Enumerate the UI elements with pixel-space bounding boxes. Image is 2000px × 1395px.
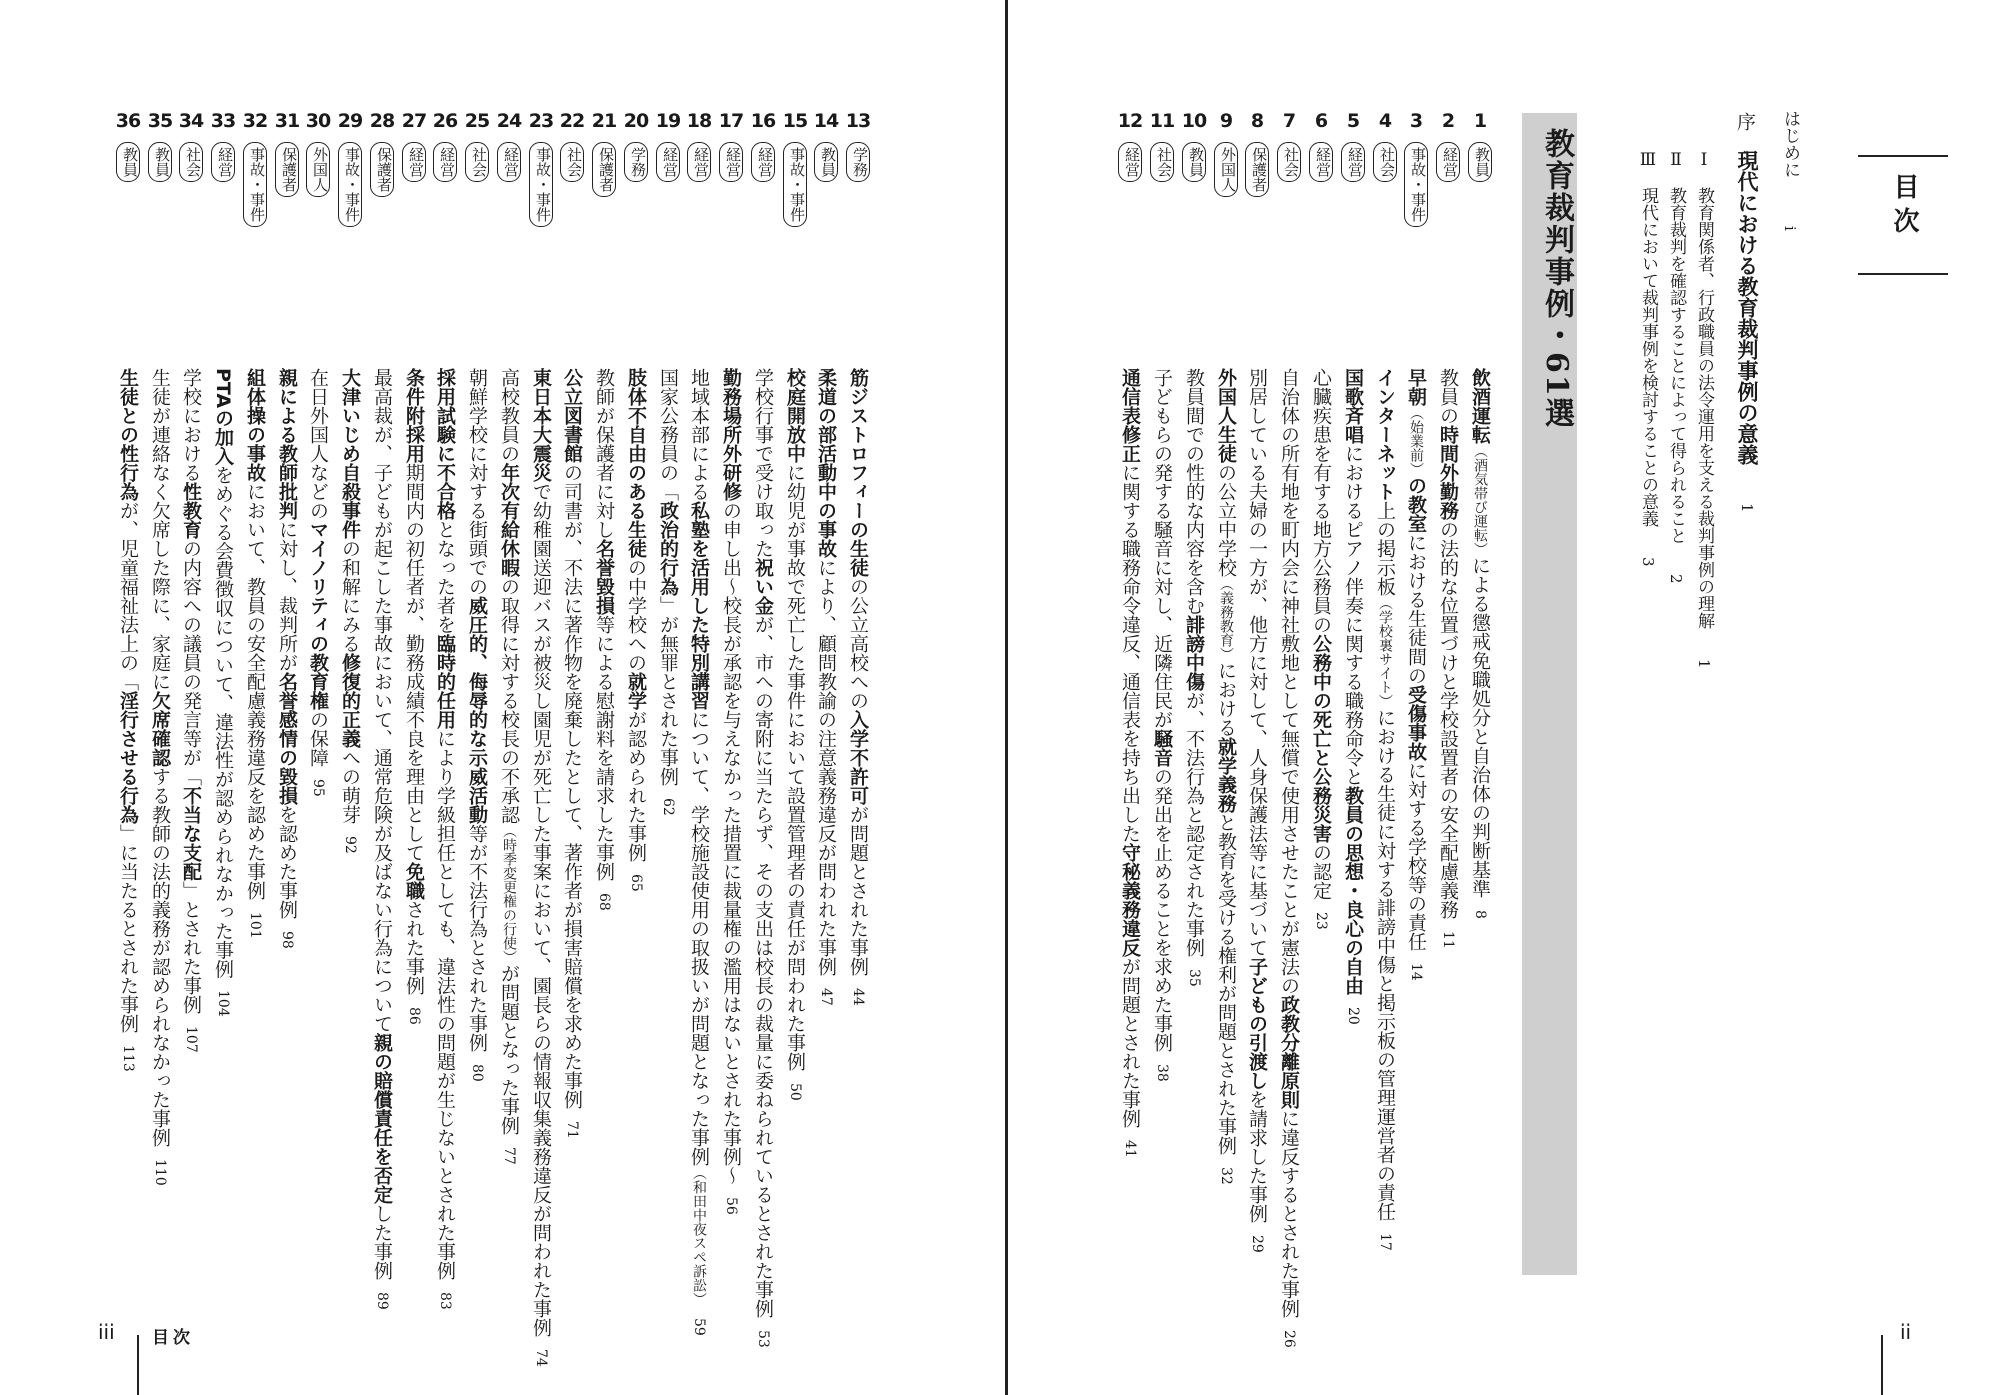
entry-text: （義務教育）	[1218, 577, 1234, 661]
entry-keyword: 採用試験に不合格	[434, 368, 456, 520]
intro-label: はじめに	[1780, 110, 1800, 178]
entry-keyword: 教員の思想・良心の自由	[1342, 786, 1364, 995]
entry-page-number: 86	[406, 1007, 422, 1025]
sub-num: Ⅱ	[1666, 150, 1686, 170]
category-tag: 経営	[751, 142, 775, 182]
section-title: 教育裁判事例・61選	[1539, 128, 1574, 430]
entry-page-number: 44	[850, 988, 866, 1006]
entry-keyword: 祝い金	[752, 558, 774, 615]
entry-title	[845, 368, 871, 1006]
entry-number: 15	[782, 110, 808, 132]
entry-title	[1276, 368, 1302, 1348]
entry-keyword: 性教育	[180, 482, 202, 539]
entry-keyword: 年次有給休暇	[498, 463, 520, 577]
entry-number: 1	[1473, 110, 1487, 132]
toc-title: 目次	[1889, 173, 1919, 241]
entry-keyword: 生徒との性行為	[117, 368, 139, 501]
sub-page: 1	[1695, 659, 1713, 669]
entry-number: 23	[528, 110, 554, 132]
entry-page-number: 95	[310, 779, 326, 797]
entry-keyword: 入学不許可	[847, 710, 869, 805]
entry-text: が認められた事例	[625, 710, 647, 862]
entry-keyword: 親の賠償責任を否定	[371, 1033, 393, 1204]
entry-text: （時季変更権の行使）	[501, 824, 517, 964]
entry-text: の取得に対する校長の不承認	[498, 577, 520, 824]
jo-title-text: 現代における教育裁判事例の意義	[1735, 150, 1760, 465]
entry-text: の和解にみる	[339, 539, 361, 653]
entry-number: 21	[591, 110, 617, 132]
entry-keyword: 時間外勤務	[1437, 425, 1459, 520]
entry-keyword: 通信表修正	[1119, 368, 1141, 463]
entry-title	[655, 368, 681, 816]
entry-title	[782, 368, 808, 1101]
entry-keyword: 校庭開放中	[784, 368, 806, 463]
entry-page-number: 62	[660, 798, 676, 816]
category-tag: 社会	[1277, 142, 1301, 182]
category-tag: 事故・事件	[243, 142, 267, 227]
entry-text: （和田中夜スペ訴訟）	[691, 1166, 707, 1306]
entry-text: 教員間での性的な内容を含む	[1183, 368, 1205, 615]
entry-text: の内容への議員の発言等が「	[180, 539, 202, 786]
entry-keyword: 免職	[403, 862, 425, 900]
entry-page-number: 92	[342, 836, 358, 854]
entry-title	[528, 368, 554, 1367]
entry-number: 27	[401, 110, 427, 132]
category-tag: 教員	[814, 142, 838, 182]
entry-keyword: マイノリティの教育権	[307, 520, 329, 710]
entry-number: 28	[369, 110, 395, 132]
entry-keyword: 不当な支配	[180, 786, 202, 881]
entry-title	[623, 368, 649, 892]
entry-text: に違反するとされた事例	[1278, 1109, 1300, 1318]
entry-number: 10	[1181, 110, 1207, 132]
entry-page-number: 113	[120, 1045, 136, 1072]
category-tag: 経営	[402, 142, 426, 182]
heading-rule-bottom	[1858, 273, 1948, 275]
entry-text: の法的な位置づけと学校設置者の安全配慮義務	[1437, 520, 1459, 919]
category-tag: 経営	[497, 142, 521, 182]
entry-text: 子どもらの発する騒音に対し、近隣住民が	[1151, 368, 1173, 729]
entry-text: におけるピアノ伴奏に関する職務命令と	[1342, 444, 1364, 786]
entry-title	[305, 368, 331, 797]
entry-page-number: 50	[787, 1083, 803, 1101]
entry-number: 2	[1441, 110, 1455, 132]
entry-page-number: 89	[374, 1292, 390, 1310]
entry-text: をめぐる会費徴収について、違法性が認められなかった事例	[212, 465, 234, 979]
entry-keyword: 親による教師批判	[276, 368, 298, 520]
entry-title	[750, 368, 776, 1348]
entry-text: 自治体の所有地を町内会に神社敷地として無償で使用させたことが憲法の	[1278, 368, 1300, 995]
jo-title[interactable]	[1732, 150, 1762, 513]
entry-number: 24	[496, 110, 522, 132]
entry-keyword: 臨時的任用	[434, 634, 456, 729]
entry-number: 14	[813, 110, 839, 132]
entry-text: の公立高校への	[847, 577, 869, 710]
sub-page: 2	[1667, 574, 1685, 584]
entry-text: により学級担任としても、違法性の問題が生じないとされた事例	[434, 729, 456, 1280]
entry-title	[1308, 368, 1334, 930]
category-tag: 事故・事件	[1404, 142, 1428, 227]
entry-page-number: 23	[1313, 912, 1329, 930]
entry-keyword: 勤務場所外研修	[720, 368, 742, 501]
category-tag: 事故・事件	[783, 142, 807, 227]
entry-text: 教師が保護者に対し	[593, 368, 615, 539]
jo-page: 1	[1738, 503, 1756, 513]
entry-text: （学校裏サイト）	[1377, 596, 1393, 708]
entry-keyword: 威圧的、侮辱的な示威活動	[466, 596, 488, 824]
entry-keyword: 公務中の死亡と公務災害	[1310, 634, 1332, 843]
toc-heading	[1858, 155, 1948, 275]
entry-title	[147, 368, 173, 1186]
entry-number: 13	[845, 110, 871, 132]
entry-page-number: 53	[755, 1330, 771, 1348]
entry-keyword: 子どもの引渡し	[1246, 957, 1268, 1090]
footer-running-title: 目次	[152, 1328, 194, 1348]
entry-title	[813, 368, 839, 1006]
entry-text: となった者を	[434, 520, 456, 634]
category-tag: 保護者	[370, 142, 394, 197]
entry-text: 」とされた事例	[180, 881, 202, 1014]
entry-keyword: 組体操の事故	[244, 368, 266, 482]
entry-text: 高校教員の	[498, 368, 520, 463]
entry-text: において、教員の安全配慮義務違反を認めた事例	[244, 482, 266, 900]
entry-text: が、市への寄附に当たらず、その支出は校長の裁量に委ねられているとされた事例	[752, 615, 774, 1318]
entry-text: における生徒間の	[1405, 533, 1427, 685]
category-tag: 経営	[687, 142, 711, 182]
entry-text: への萌芽	[339, 748, 361, 824]
entry-title	[591, 368, 617, 911]
entry-page-number: 14	[1408, 963, 1424, 981]
entry-page-number: 74	[533, 1349, 549, 1367]
entry-text: された事例	[403, 900, 425, 995]
entry-text: の発出を止めることを求めた事例	[1151, 767, 1173, 1052]
entry-page-number: 68	[596, 893, 612, 911]
entry-keyword: 誹謗中傷	[1183, 615, 1205, 691]
entry-keyword: 早朝	[1405, 368, 1427, 406]
entry-text: （始業前）	[1408, 406, 1424, 476]
entry-title	[274, 368, 300, 949]
category-tag: 学務	[624, 142, 648, 182]
entry-page-number: 20	[1345, 1007, 1361, 1025]
entry-page-number: 98	[279, 931, 295, 949]
entry-text: 地域本部による	[688, 368, 710, 501]
entry-number: 7	[1282, 110, 1296, 132]
entry-page-number: 47	[818, 988, 834, 1006]
sub-page: 3	[1639, 557, 1657, 567]
entry-keyword: 飲酒運転	[1469, 368, 1491, 444]
entry-page-number: 41	[1122, 1140, 1138, 1158]
entry-text: の申し出～校長が承認を与えなかった措置に裁量権の濫用はないとされた事例～	[720, 501, 742, 1185]
entry-title	[242, 368, 268, 939]
entry-title	[115, 368, 141, 1072]
entry-text: が、不法行為と認定された事例	[1183, 691, 1205, 957]
entry-text: で幼稚園送迎バスが被災し園児が死亡した事案において、園長らの情報収集義務違反が問われた事例	[530, 482, 552, 1337]
entry-text: が問題とされた事例	[1119, 957, 1141, 1128]
entry-text: 教員の	[1437, 368, 1459, 425]
entry-keyword: 騒音	[1151, 729, 1173, 767]
category-tag: 社会	[465, 142, 489, 182]
entry-text: 在日外国人などの	[307, 368, 329, 520]
entry-text: 学校における	[180, 368, 202, 482]
entry-number: 18	[686, 110, 712, 132]
entry-number: 19	[655, 110, 681, 132]
entry-page-number: 59	[691, 1318, 707, 1336]
entry-keyword: 就学義務	[1215, 737, 1237, 813]
entry-keyword: 柔道の部活動中の事故	[815, 368, 837, 558]
category-tag: 外国人	[1214, 142, 1238, 197]
entry-number: 22	[559, 110, 585, 132]
entry-text: 心臓疾患を有する地方公務員の	[1310, 368, 1332, 634]
category-tag: 保護者	[592, 142, 616, 197]
entry-keyword: 公立図書館	[561, 368, 583, 463]
entry-text: により、顧問教諭の注意義務違反が問われた事例	[815, 558, 837, 976]
category-tag: 事故・事件	[529, 142, 553, 227]
entry-page-number: 38	[1154, 1064, 1170, 1082]
entry-text: の中学校への	[625, 558, 647, 672]
entry-number: 4	[1378, 110, 1392, 132]
entry-text: した事例	[371, 1204, 393, 1280]
entry-text: を認めた事例	[276, 805, 298, 919]
entry-number: 30	[305, 110, 331, 132]
entry-title	[686, 368, 712, 1336]
entry-keyword: インターネット	[1374, 368, 1396, 501]
entry-keyword: 守秘義務違反	[1119, 843, 1141, 957]
entry-text: する教師の法的義務が認められなかった事例	[149, 767, 171, 1147]
entry-number: 3	[1409, 110, 1423, 132]
entry-keyword: 名誉感情の毀損	[276, 672, 298, 805]
entry-text: 期間内の初任者が、勤務成績不良を理由として	[403, 463, 425, 862]
entry-keyword: 欠席確認	[149, 691, 171, 767]
entry-title	[1435, 368, 1461, 949]
entry-text: 」が無罪とされた事例	[657, 596, 679, 786]
jo-sub-2[interactable]	[1664, 150, 1689, 584]
entry-page-number: 32	[1218, 1167, 1234, 1185]
category-tag: 経営	[1341, 142, 1365, 182]
category-tag: 経営	[433, 142, 457, 182]
entry-text: （酒気帯び運転）	[1472, 444, 1488, 556]
entry-text: における	[1215, 661, 1237, 737]
sub-text: 教育関係者、行政職員の法令運用を支える裁判事例の理解	[1694, 187, 1714, 629]
category-tag: 教員	[148, 142, 172, 182]
entry-page-number: 29	[1249, 1235, 1265, 1253]
entry-page-number: 11	[1440, 931, 1456, 949]
entry-page-number: 110	[152, 1159, 168, 1186]
page-gutter	[1005, 0, 1008, 1395]
category-tag: 経営	[1309, 142, 1333, 182]
entry-text: による懲戒免職処分と自治体の判断基準	[1469, 556, 1491, 898]
category-tag: 経営	[211, 142, 235, 182]
category-tag: 外国人	[306, 142, 330, 197]
entry-number: 32	[242, 110, 268, 132]
entry-title	[337, 368, 363, 854]
intro-page: i	[1781, 226, 1799, 231]
entry-keyword: PTAの加入	[212, 368, 234, 466]
entry-text: に幼児が事故で死亡した事件において設置管理者の責任が問われた事例	[784, 463, 806, 1071]
section-band	[1522, 113, 1577, 1275]
entry-keyword: 東日本大震災	[530, 368, 552, 482]
entry-title	[1372, 368, 1398, 1251]
sub-text: 教育裁判を確認することによって得られること	[1666, 187, 1686, 544]
entry-page-number: 71	[564, 1121, 580, 1139]
entry-number: 34	[178, 110, 204, 132]
entry-number: 31	[274, 110, 300, 132]
category-tag: 教員	[1182, 142, 1206, 182]
entry-keyword: 国歌斉唱	[1342, 368, 1364, 444]
entry-page-number: 101	[247, 912, 263, 939]
entry-number: 11	[1149, 110, 1175, 132]
entry-text: 生徒が連絡なく欠席した際に、家庭に	[149, 368, 171, 691]
entry-text: に関する職務命令違反、通信表を持ち出した	[1119, 463, 1141, 843]
entry-number: 17	[718, 110, 744, 132]
footer-rule-right	[1881, 1335, 1883, 1395]
entry-keyword: の教室	[1405, 476, 1427, 533]
entry-title	[432, 368, 458, 1310]
entry-number: 36	[115, 110, 141, 132]
category-tag: 保護者	[275, 142, 299, 197]
entry-text: について、学校施設使用の取扱いが問題となった事例	[688, 710, 710, 1166]
entry-text: 最高裁が、子どもが起こした事故において、通常危険が及ばない行為について	[371, 368, 393, 1033]
entry-title	[1181, 368, 1207, 987]
entry-page-number: 77	[501, 1147, 517, 1165]
entry-text: 」に当たるとされた事例	[117, 824, 139, 1033]
entry-number: 33	[210, 110, 236, 132]
entry-text: の認定	[1310, 843, 1332, 900]
category-tag: 学務	[846, 142, 870, 182]
entry-page-number: 56	[723, 1197, 739, 1215]
entry-keyword: 筋ジストロフィーの生徒	[847, 368, 869, 577]
entry-number: 35	[147, 110, 173, 132]
entry-number: 20	[623, 110, 649, 132]
category-tag: 経営	[1118, 142, 1142, 182]
entry-number: 9	[1219, 110, 1233, 132]
entry-title	[464, 368, 490, 1082]
entry-keyword: 外国人生徒	[1215, 368, 1237, 463]
entry-keyword: 条件附採用	[403, 368, 425, 463]
entry-keyword: 私塾を活用した特別講習	[688, 501, 710, 710]
category-tag: 保護者	[1245, 142, 1269, 197]
entry-text: 等が不法行為とされた事例	[466, 824, 488, 1052]
entry-text: の保障	[307, 710, 329, 767]
category-tag: 教員	[1468, 142, 1492, 182]
entry-title	[1117, 368, 1143, 1158]
page-number-right: ii	[1900, 1320, 1912, 1344]
entry-number: 26	[432, 110, 458, 132]
entry-number: 29	[337, 110, 363, 132]
entry-title	[718, 368, 744, 1215]
entry-page-number: 17	[1377, 1233, 1393, 1251]
entry-text: 国家公務員の「	[657, 368, 679, 501]
entry-text: が問題となった事例	[498, 964, 520, 1135]
category-tag: 社会	[179, 142, 203, 182]
entry-page-number: 80	[469, 1064, 485, 1082]
page-number-left: iii	[98, 1320, 115, 1344]
entry-title	[178, 368, 204, 1053]
jo-sub-3[interactable]	[1636, 150, 1661, 567]
entry-text: と教育を受ける権利が問題とされた事例	[1215, 813, 1237, 1155]
entry-number: 6	[1314, 110, 1328, 132]
entry-text: に対し、裁判所が	[276, 520, 298, 672]
entry-title	[1244, 368, 1270, 1253]
entry-title	[1340, 368, 1366, 1025]
entry-number: 5	[1346, 110, 1360, 132]
heading-rule-top	[1858, 155, 1948, 157]
entry-title	[210, 368, 236, 1017]
entry-text: 等による慰謝料を請求した事例	[593, 615, 615, 881]
entry-number: 12	[1117, 110, 1143, 132]
sub-text: 現代において裁判事例を検討することの意義	[1638, 187, 1658, 527]
entry-keyword: 受傷事故	[1405, 685, 1427, 761]
entry-keyword: 政治的行為	[657, 501, 679, 596]
entry-keyword: 修復的正義	[339, 653, 361, 748]
entry-title	[1403, 368, 1429, 981]
entry-page-number: 65	[628, 874, 644, 892]
category-tag: 経営	[656, 142, 680, 182]
category-tag: 社会	[560, 142, 584, 182]
entry-page-number: 83	[437, 1292, 453, 1310]
entry-keyword: 大津いじめ自殺事件	[339, 368, 361, 539]
entry-title	[496, 368, 522, 1165]
entry-page-number: 8	[1472, 910, 1488, 919]
entry-text: を請求した事例	[1246, 1090, 1268, 1223]
entry-page-number: 104	[215, 990, 231, 1017]
category-tag: 事故・事件	[338, 142, 362, 227]
entry-text: の司書が、不法に著作物を廃棄したとして、著作者が損害賠償を求めた事例	[561, 463, 583, 1109]
entry-title	[401, 368, 427, 1025]
footer-rule-left	[137, 1335, 139, 1395]
intro-entry[interactable]	[1778, 110, 1803, 231]
entry-text: 学校行事で受け取った	[752, 368, 774, 558]
sub-num: Ⅲ	[1638, 150, 1658, 170]
entry-page-number: 107	[183, 1026, 199, 1053]
entry-text: における生徒に対する誹謗中傷と掲示板の管理運営者の責任	[1374, 708, 1396, 1221]
entry-title	[559, 368, 585, 1139]
entry-keyword: 肢体不自由のある生徒	[625, 368, 647, 558]
sub-num: Ⅰ	[1694, 150, 1714, 170]
entry-text: が、児童福祉法上の「	[117, 501, 139, 691]
category-tag: 社会	[1373, 142, 1397, 182]
entry-text: の公立中学校	[1215, 463, 1237, 577]
entry-title	[1149, 368, 1175, 1082]
entry-text: に対する学校等の責任	[1405, 761, 1427, 951]
entry-title	[1467, 368, 1493, 919]
entry-text: 上の掲示板	[1374, 501, 1396, 596]
entry-text: が問題とされた事例	[847, 805, 869, 976]
entry-title	[369, 368, 395, 1310]
entry-number: 25	[464, 110, 490, 132]
entry-text: 別居している夫婦の一方が、他方に対して、人身保護法等に基づいて	[1246, 368, 1268, 957]
entry-title	[1213, 368, 1239, 1185]
jo-marker: 序	[1734, 112, 1756, 131]
entry-page-number: 26	[1281, 1330, 1297, 1348]
category-tag: 経営	[1436, 142, 1460, 182]
entry-keyword: 淫行させる行為	[117, 691, 139, 824]
category-tag: 教員	[116, 142, 140, 182]
entry-keyword: 名誉毀損	[593, 539, 615, 615]
category-tag: 経営	[719, 142, 743, 182]
entry-page-number: 35	[1186, 969, 1202, 987]
entry-keyword: 政教分離原則	[1278, 995, 1300, 1109]
entry-number: 8	[1250, 110, 1264, 132]
entry-text: 朝鮮学校に対する街頭での	[466, 368, 488, 596]
entry-number: 16	[750, 110, 776, 132]
jo-sub-1[interactable]	[1692, 150, 1717, 669]
entry-keyword: 就学	[625, 672, 647, 710]
category-tag: 社会	[1150, 142, 1174, 182]
